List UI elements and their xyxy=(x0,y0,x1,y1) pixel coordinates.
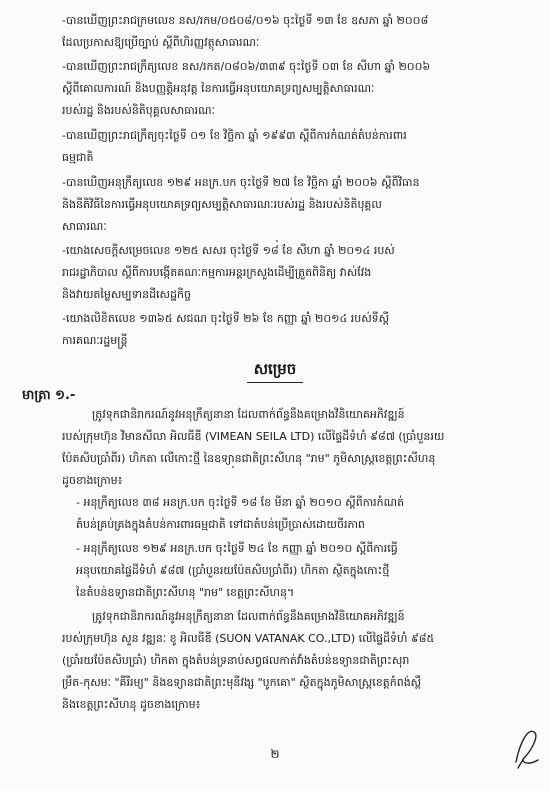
scan-speck xyxy=(232,466,234,468)
preamble-item: -យោងសេចក្ដីសម្រេចលេខ ១២៥ សសរ ចុះថ្ងៃទី ១៨ ខែ សីហា ឆ្នាំ ២០១៤ របស់ រាជរដ្ឋាភិបាល ស្ដីពីការបង្កើតគណៈកម្មការអន្តរក្រសួងដើម្បីត្រួតពិនិត្យ វាស់វែង និងវាយតម្លៃសម្បទានដីសេដ្ឋកិច្ច xyxy=(62,244,395,301)
annulled-decree-item: - អនុក្រឹត្យលេខ ១២៩ អនក្រ.បក ចុះថ្ងៃទី ២៤ ខែ កញ្ញា ឆ្នាំ ២០១០ ស្ដីពីការធ្វើ អនុបយោគផ្ទៃដីទំហំ ៩៨៧ (ប្រាំបួនរយប៉ែតសិបប្រាំពីរ) ហិកតា ស្ថិតក្នុងកោះថ្មី នៃតំបន់ឧទ្យានជាតិព្រះសីហនុ "រាម" ខេត្តព្រះសីហនុ។ xyxy=(76,542,398,599)
signature-mark xyxy=(510,722,544,772)
annulled-decree-item: - អនុក្រឹត្យលេខ ៣៨ អនក្រ.បក ចុះថ្ងៃទី ១៨ ខែ មីនា ឆ្នាំ ២០១០ ស្ដីពីការកំណត់ តំបន់គ្រប់គ្រងក្នុងតំបន់ការពារធម្មជាតិ ទៅជាតំបន់ប្រើប្រាស់ដោយចីរភាព xyxy=(76,496,405,531)
article-label: មាត្រា ១.- xyxy=(22,388,76,403)
heading-underline xyxy=(247,382,303,383)
preamble-item: -បានឃើញព្រះរាជក្រឹត្យលេខ នស/រកត/០៨០៦/៣៣៩ ចុះថ្ងៃទី ០៣ ខែ សីហា ឆ្នាំ ២០០៦ ស្ដីពីគោលការណ៍ និងបញ្ញត្តិអនុវត្ត នៃការធ្វើអនុបយោគទ្រព្យសម្បត្តិសាធារណៈ របស់រដ្ឋ និងរបស់និតិបុគ្គលសាធារណៈ xyxy=(62,60,431,117)
preamble-item: -បានឃើញអនុក្រឹត្យលេខ ១២៩ អនក្រ.បក ចុះថ្ងៃទី ២៧ ខែ វិច្ឆិកា ឆ្នាំ ២០០៦ ស្ដីពីវិធាន និងនីតិវិធីនៃការធ្វើអនុបយោគទ្រព្យសម្បត្តិសាធារណៈរបស់រដ្ឋ និងរបស់និតិបុគ្គល សាធារណៈ xyxy=(62,176,420,233)
article-paragraph: ត្រូវទុកជានិរាករណ៍នូវអនុក្រឹត្យនានា ដែលពាក់ព័ន្ធនឹងគម្រោងវិនិយោគអភិវឌ្ឍន៍ របស់ក្រុមហ៊ុន សួន វឌ្ឍនៈ ខូ អិលធីឌី (SUON VATANAK CO.,LTD) លើផ្ទៃដីទំហំ ៩៨៥ (ប្រាំរយប៉ែតសិបប្រាំ) ហិកតា ក្នុងតំបន់ទ្រនាប់សព្វផលកាត់វាំងតំបន់ឧទ្យានជាតិព្រះសុរា ម្រឹត-កុសមៈ "គីរីរម្យ" និងឧទ្យានជាតិព្រះមុនីវង្ស "បូកគោ" ស្ថិតក្នុងភូមិសាស្ត្រខេត្តកំពង់ស្ពឺ និងខេត្តព្រះសីហនុ ដូចខាងក្រោម៖ xyxy=(62,610,435,711)
article-paragraph: ត្រូវទុកជានិរាករណ៍នូវអនុក្រឹត្យនានា ដែលពាក់ព័ន្ធនឹងគម្រោងវិនិយោគអភិវឌ្ឍន៍ របស់ក្រុមហ៊ុន វិមានសីលា អិលធីឌី (VIMEAN SEILA LTD) លើផ្ទៃដីទំហំ ៩៨៧ (ប្រាំបួនរយ ប៉ែតសិបប្រាំពីរ) ហិកតា លើកោះថ្មី នៃឧទ្យានជាតិព្រះសីហនុ "រាម" ភូមិសាស្ត្រខេត្តព្រះសីហនុ ដូចខាងក្រោម៖ xyxy=(62,408,445,487)
preamble-item: -បានឃើញព្រះរាជក្រមលេខ នស/រកម/០៥០៨/០១៦ ចុះថ្ងៃទី ១៣ ខែ ឧសភា ឆ្នាំ ២០០៨ ដែលប្រកាសឱ្យប្រើច្បាប់ ស្ដីពីហិរញ្ញវត្ថុសាធារណៈ xyxy=(62,14,429,49)
preamble-item: -បានឃើញព្រះរាជក្រឹត្យចុះថ្ងៃទី ០១ ខែ វិច្ឆិកា ឆ្នាំ ១៩៩៣ ស្ដីពីការកំណត់តំបន់ការពារ ធម្មជាតិ xyxy=(62,129,407,164)
scan-speck xyxy=(276,240,278,242)
page-number: ២ xyxy=(270,747,280,761)
preamble-item: -យោងលិខិតលេខ ១៣៦៥ សជណ ចុះថ្ងៃទី ២៦ ខែ កញ្ញា ឆ្នាំ ២០១៤ របស់ទីស្ដី ការគណៈរដ្ឋមន្ត្រី xyxy=(62,312,390,347)
decision-heading: សម្រេច xyxy=(253,360,297,378)
